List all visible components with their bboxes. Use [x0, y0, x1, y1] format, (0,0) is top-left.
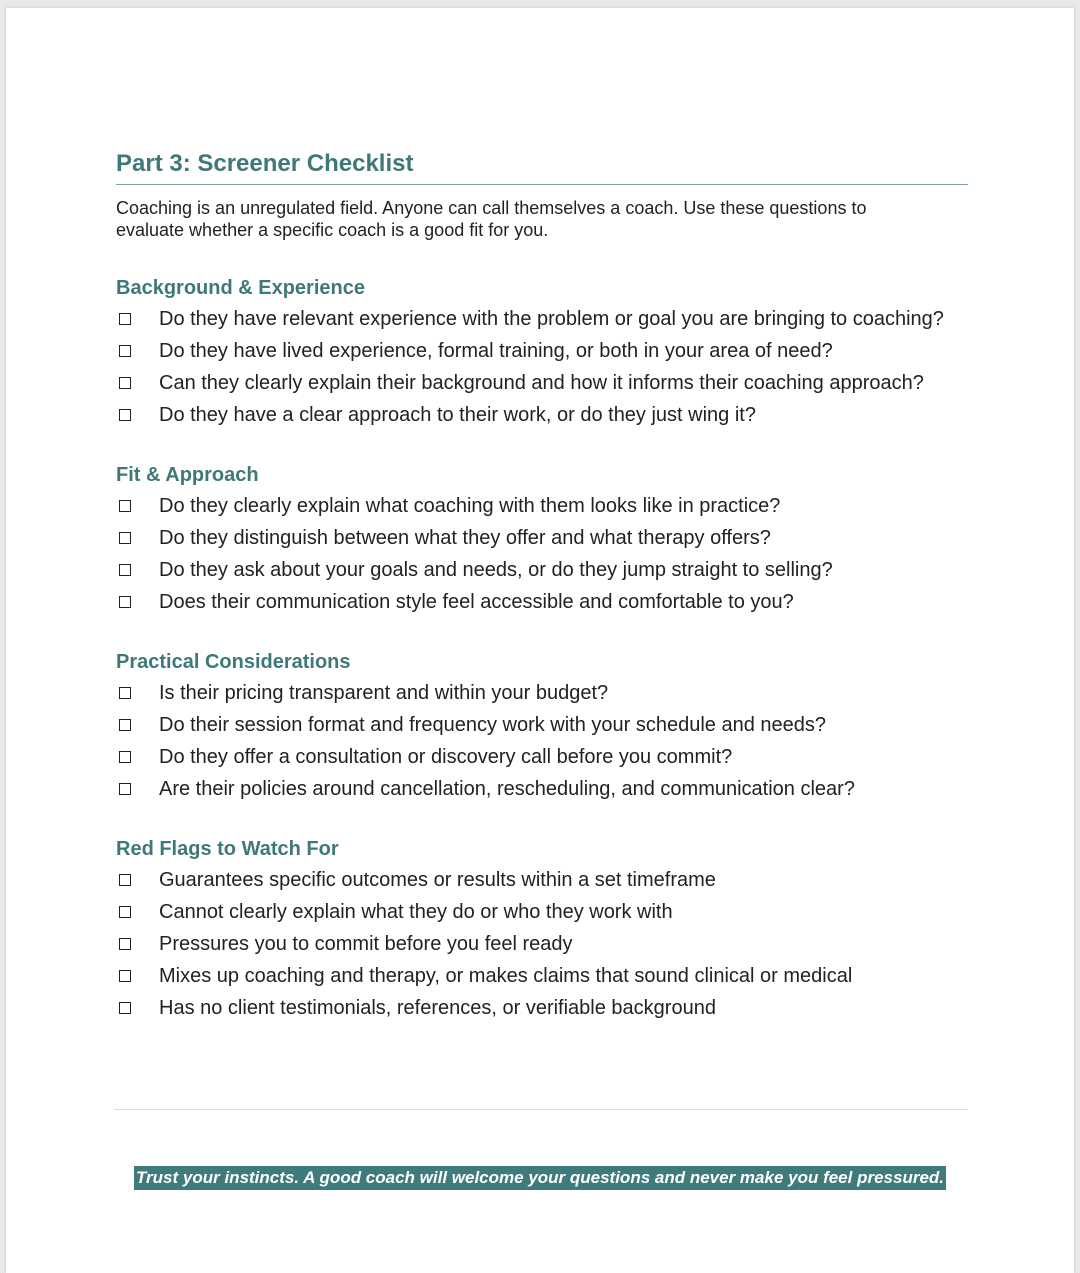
checklist-item: [116, 371, 968, 396]
intro-paragraph: Coaching is an unregulated field. Anyone can call themselves a coach. Use these questions to evaluate whether a specific coach is a good fit for you.: [116, 198, 867, 240]
checkbox[interactable]: [119, 970, 131, 982]
checkbox[interactable]: [119, 377, 131, 389]
checklist: [116, 681, 968, 802]
checklist-item-text: Cannot clearly explain what they do or who they work with: [159, 901, 673, 923]
checklist-item-text: Do they clearly explain what coaching with them looks like in practice?: [159, 495, 781, 517]
checkbox[interactable]: [119, 719, 131, 731]
checklist-item-text: Are their policies around cancellation, rescheduling, and communication clear?: [159, 778, 855, 800]
checkbox[interactable]: [119, 906, 131, 918]
checkbox[interactable]: [119, 564, 131, 576]
checkbox[interactable]: [119, 596, 131, 608]
checklist-item: [116, 590, 968, 615]
checklist-item: [116, 713, 968, 738]
section-heading: Practical Considerations: [116, 651, 351, 673]
checkbox[interactable]: [119, 500, 131, 512]
checkbox[interactable]: [119, 687, 131, 699]
checklist-item: [116, 339, 968, 364]
page-content: [116, 150, 968, 1028]
checklist-item-text: Pressures you to commit before you feel ready: [159, 933, 573, 955]
checklist-item-text: Do they have lived experience, formal training, or both in your area of need?: [159, 340, 833, 362]
checklist-item-text: Mixes up coaching and therapy, or makes claims that sound clinical or medical: [159, 965, 853, 987]
checklist-item: [116, 403, 968, 428]
checklist-sections: [116, 275, 968, 1021]
checklist-item-text: Do their session format and frequency work with your schedule and needs?: [159, 714, 827, 736]
checklist-item: [116, 868, 968, 893]
checkbox[interactable]: [119, 874, 131, 886]
checklist-item: [116, 964, 968, 989]
checkbox[interactable]: [119, 751, 131, 763]
checklist-item-text: Is their pricing transparent and within your budget?: [159, 682, 609, 704]
section-heading: Red Flags to Watch For: [116, 838, 339, 860]
checklist-item-text: Do they ask about your goals and needs, or do they jump straight to selling?: [159, 559, 833, 581]
checklist-item-text: Does their communication style feel accessible and comfortable to you?: [159, 591, 794, 613]
checklist-section: [116, 649, 968, 802]
checkbox[interactable]: [119, 532, 131, 544]
checklist-item: [116, 681, 968, 706]
checkbox[interactable]: [119, 345, 131, 357]
checklist-item: [116, 777, 968, 802]
section-heading: Fit & Approach: [116, 464, 259, 486]
footer-divider: [114, 1109, 968, 1110]
checkbox[interactable]: [119, 409, 131, 421]
checklist-item-text: Has no client testimonials, references, or verifiable background: [159, 997, 716, 1019]
document-page: [6, 8, 1074, 1273]
checklist-item-text: Can they clearly explain their background and how it informs their coaching approach?: [159, 372, 924, 394]
checklist-item: [116, 526, 968, 551]
checklist: [116, 307, 968, 428]
footer: [6, 1166, 1074, 1190]
checklist-item-text: Do they distinguish between what they offer and what therapy offers?: [159, 527, 771, 549]
checklist-section: [116, 275, 968, 428]
section-heading: Background & Experience: [116, 277, 365, 299]
footer-callout: Trust your instincts. A good coach will welcome your questions and never make you feel pressured.: [134, 1166, 946, 1190]
checklist-item-text: Guarantees specific outcomes or results within a set timeframe: [159, 869, 716, 891]
checkbox[interactable]: [119, 313, 131, 325]
checklist-item: [116, 900, 968, 925]
checkbox[interactable]: [119, 783, 131, 795]
checklist-item: [116, 932, 968, 957]
checklist-section: [116, 836, 968, 1021]
checklist-item-text: Do they offer a consultation or discovery call before you commit?: [159, 746, 733, 768]
checklist: [116, 494, 968, 615]
checklist-item: [116, 996, 968, 1021]
checkbox[interactable]: [119, 1002, 131, 1014]
checklist-item-text: Do they have a clear approach to their work, or do they just wing it?: [159, 404, 756, 426]
checkbox[interactable]: [119, 938, 131, 950]
checklist-item: [116, 307, 968, 332]
checklist-section: [116, 462, 968, 615]
page-title: Part 3: Screener Checklist: [116, 150, 968, 185]
checklist-item-text: Do they have relevant experience with the problem or goal you are bringing to coaching?: [159, 308, 944, 330]
checklist-item: [116, 745, 968, 770]
checklist: [116, 868, 968, 1021]
checklist-item: [116, 558, 968, 583]
checklist-item: [116, 494, 968, 519]
